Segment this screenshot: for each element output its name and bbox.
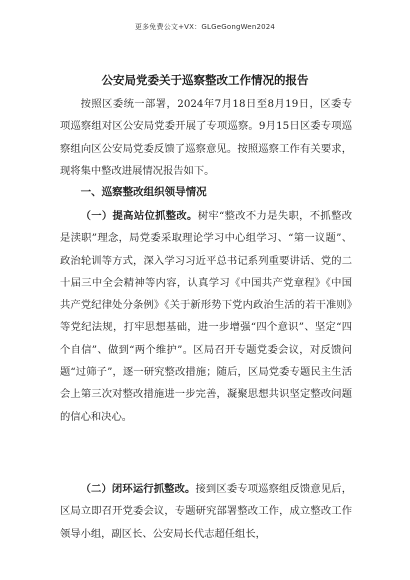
- subsection-2-paragraph: [60, 478, 352, 545]
- subsection-1-text: 树牢“整改不力是失职，不抓整改是渎职”理念，局党委采取理论学习中心组学习、“第一议题”、政治轮训等方式，深入学习习近平总书记系列重要讲话、党的二十届三中全会精神等内容，认真学习《中国共产党章程》《中国共产党纪律处分条例》《关于新形势下党内政治生活的若干准则》等党纪法规，打牢思想基础，进一步增强“四个意识”、坚定“四个自信”、做到“两个维护”。区局召开专题党委会议，对反馈问题“过筛子”，逐一研究整改措施；随后，区局党委专题民主生活会上第三次对整改措施进一步完善，凝聚思想共识坚定整改问题的信心和决心。: [60, 210, 353, 423]
- subsection-2-text: 接到区委专项巡察组反馈意见后，区局立即召开党委会议，专题研究部署整改工作，成立整改工作领导小组，副区长、公安局长代志超任组长，: [60, 483, 353, 540]
- section-heading: 一、巡察整改组织领导情况: [80, 186, 207, 198]
- subsection-2-label: （二）闭环运行抓整改。: [80, 483, 196, 495]
- intro-paragraph: 按照区委统一部署，2024年7月18日至8月19日，区委专项巡察组对区公安局党委开展了专项巡察。9月15日区委专项巡察组向区公安局党委反馈了巡察意见。按照巡察工作有关要求，现将集中整改进展情况报告如下。: [60, 98, 352, 177]
- header-watermark: 更多免费公文+VX：GLGeGongWen2024: [134, 23, 276, 31]
- subsection-1-paragraph: [60, 205, 352, 428]
- document-title: 公安局党委关于巡察整改工作情况的报告: [101, 73, 309, 87]
- subsection-1-label: （一）提高站位抓整改。: [80, 210, 198, 222]
